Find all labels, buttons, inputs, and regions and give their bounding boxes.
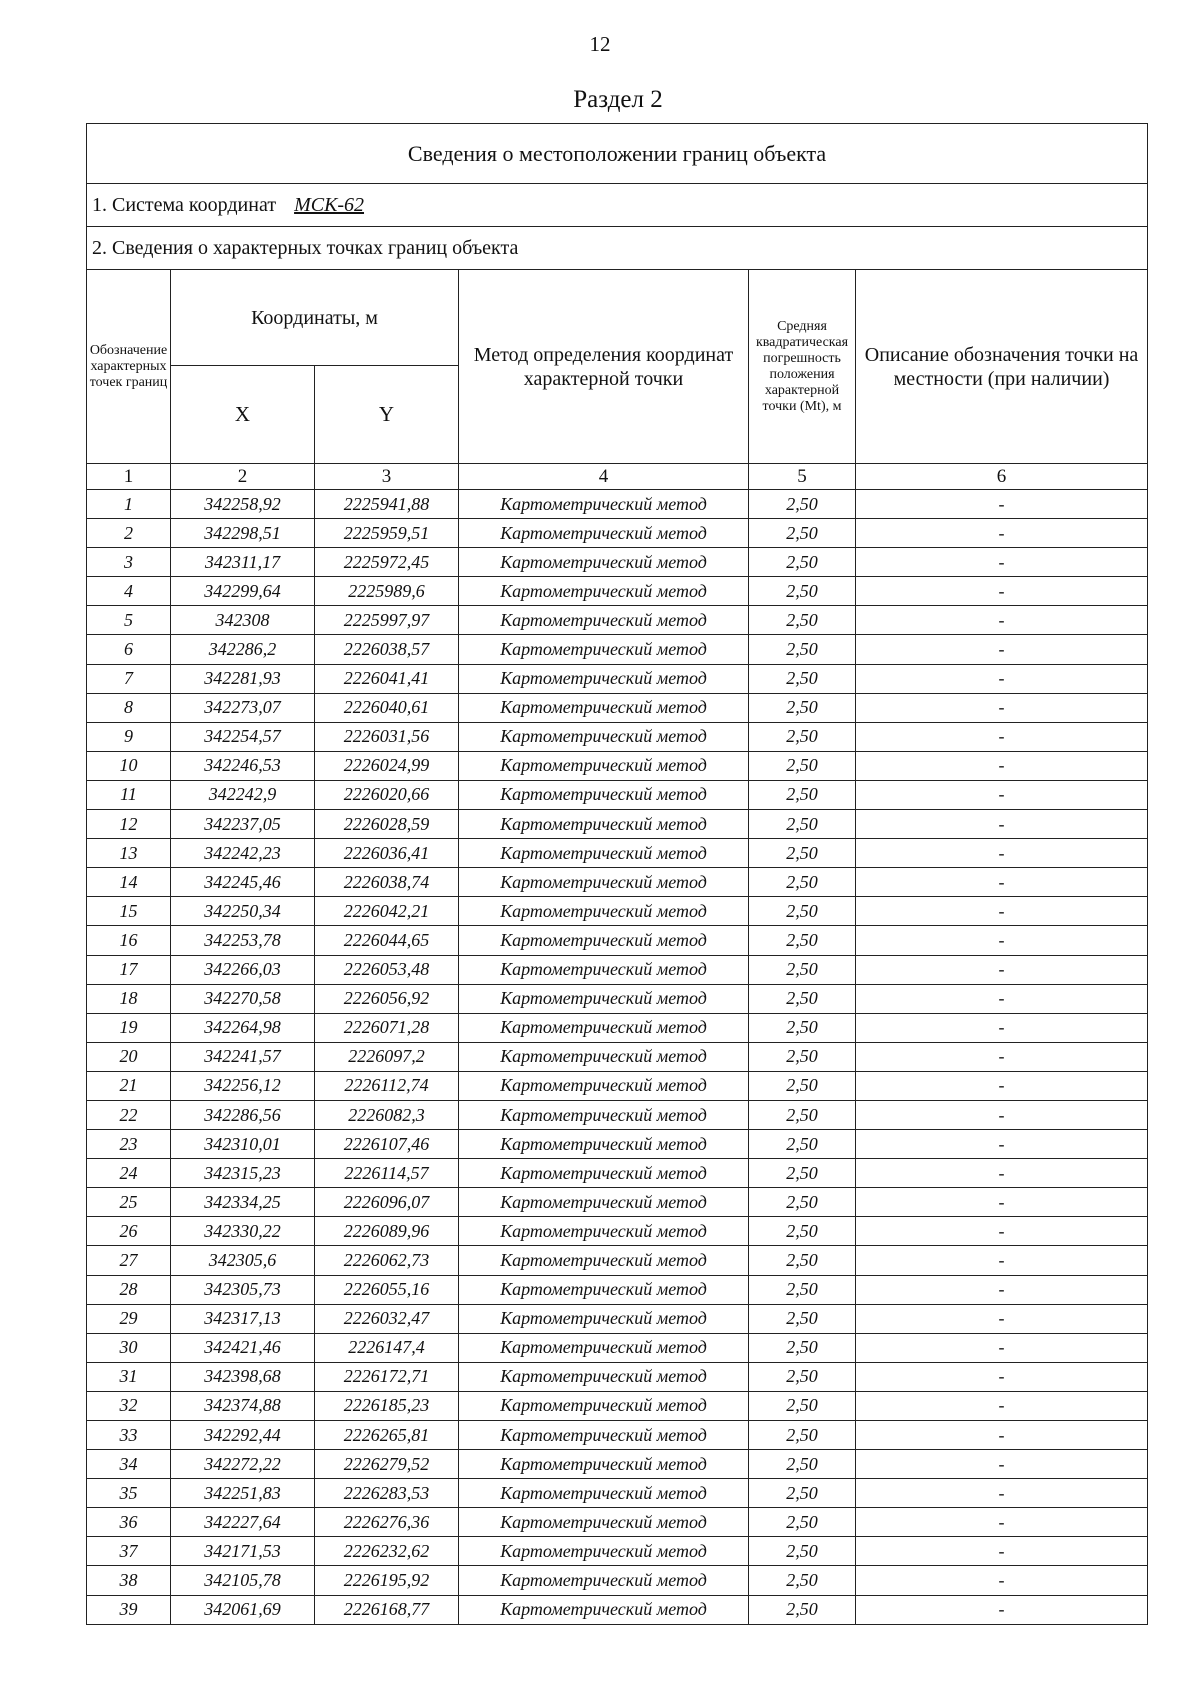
method-cell: Картометрический метод: [459, 490, 749, 519]
description-cell: -: [856, 1275, 1148, 1304]
error-cell: 2,50: [749, 1013, 856, 1042]
header-method: Метод определения координат характерной точки: [459, 270, 749, 464]
y-coordinate-cell: 2226053,48: [315, 955, 459, 984]
y-coordinate-cell: 2226082,3: [315, 1100, 459, 1129]
description-cell: -: [856, 519, 1148, 548]
description-cell: -: [856, 839, 1148, 868]
method-cell: Картометрический метод: [459, 519, 749, 548]
method-cell: Картометрический метод: [459, 1217, 749, 1246]
y-coordinate-cell: 2225972,45: [315, 548, 459, 577]
x-coordinate-cell: 342330,22: [171, 1217, 315, 1246]
x-coordinate-cell: 342305,6: [171, 1246, 315, 1275]
point-id-cell: 39: [87, 1595, 171, 1624]
y-coordinate-cell: 2226097,2: [315, 1042, 459, 1071]
error-cell: 2,50: [749, 1188, 856, 1217]
y-coordinate-cell: 2226042,21: [315, 897, 459, 926]
column-number: 3: [315, 464, 459, 490]
description-cell: -: [856, 1042, 1148, 1071]
description-cell: -: [856, 490, 1148, 519]
error-cell: 2,50: [749, 1421, 856, 1450]
description-cell: -: [856, 926, 1148, 955]
x-coordinate-cell: 342264,98: [171, 1013, 315, 1042]
y-coordinate-cell: 2226147,4: [315, 1333, 459, 1362]
table-row: [87, 1130, 1148, 1159]
method-cell: Картометрический метод: [459, 984, 749, 1013]
method-cell: Картометрический метод: [459, 868, 749, 897]
error-cell: 2,50: [749, 955, 856, 984]
x-coordinate-cell: 342421,46: [171, 1333, 315, 1362]
table-row: [87, 1188, 1148, 1217]
error-cell: 2,50: [749, 1595, 856, 1624]
table-row: [87, 1391, 1148, 1420]
error-cell: 2,50: [749, 548, 856, 577]
crs-value: МСК-62: [294, 193, 365, 216]
method-cell: Картометрический метод: [459, 1042, 749, 1071]
error-cell: 2,50: [749, 1391, 856, 1420]
table-row: [87, 693, 1148, 722]
point-id-cell: 2: [87, 519, 171, 548]
method-cell: Картометрический метод: [459, 1100, 749, 1129]
point-id-cell: 20: [87, 1042, 171, 1071]
description-cell: -: [856, 984, 1148, 1013]
y-coordinate-cell: 2226089,96: [315, 1217, 459, 1246]
error-cell: 2,50: [749, 984, 856, 1013]
error-cell: 2,50: [749, 519, 856, 548]
y-coordinate-cell: 2226195,92: [315, 1566, 459, 1595]
x-coordinate-cell: 342298,51: [171, 519, 315, 548]
point-id-cell: 15: [87, 897, 171, 926]
table-row: [87, 1013, 1148, 1042]
point-id-cell: 16: [87, 926, 171, 955]
x-coordinate-cell: 342315,23: [171, 1159, 315, 1188]
y-coordinate-cell: 2226172,71: [315, 1362, 459, 1391]
point-id-cell: 33: [87, 1421, 171, 1450]
table-row: [87, 1566, 1148, 1595]
method-cell: Картометрический метод: [459, 897, 749, 926]
y-coordinate-cell: 2225997,97: [315, 606, 459, 635]
x-coordinate-cell: 342299,64: [171, 577, 315, 606]
error-cell: 2,50: [749, 490, 856, 519]
table-row: [87, 1333, 1148, 1362]
error-cell: 2,50: [749, 722, 856, 751]
point-id-cell: 26: [87, 1217, 171, 1246]
description-cell: -: [856, 1450, 1148, 1479]
y-coordinate-cell: 2226112,74: [315, 1071, 459, 1100]
description-cell: -: [856, 1159, 1148, 1188]
x-coordinate-cell: 342281,93: [171, 664, 315, 693]
point-id-cell: 4: [87, 577, 171, 606]
y-coordinate-cell: 2226114,57: [315, 1159, 459, 1188]
column-number: 1: [87, 464, 171, 490]
x-coordinate-cell: 342317,13: [171, 1304, 315, 1333]
table-row: [87, 984, 1148, 1013]
x-coordinate-cell: 342273,07: [171, 693, 315, 722]
error-cell: 2,50: [749, 1071, 856, 1100]
method-cell: Картометрический метод: [459, 1595, 749, 1624]
point-id-cell: 28: [87, 1275, 171, 1304]
method-cell: Картометрический метод: [459, 635, 749, 664]
point-id-cell: 34: [87, 1450, 171, 1479]
y-coordinate-cell: 2226265,81: [315, 1421, 459, 1450]
point-id-cell: 35: [87, 1479, 171, 1508]
description-cell: -: [856, 1100, 1148, 1129]
error-cell: 2,50: [749, 1246, 856, 1275]
points-title: 2. Сведения о характерных точках границ объекта: [87, 227, 1148, 270]
y-coordinate-cell: 2226279,52: [315, 1450, 459, 1479]
table-row: [87, 1042, 1148, 1071]
table-row: [87, 955, 1148, 984]
y-coordinate-cell: 2226232,62: [315, 1537, 459, 1566]
error-cell: 2,50: [749, 1362, 856, 1391]
method-cell: Картометрический метод: [459, 810, 749, 839]
table-row: [87, 780, 1148, 809]
x-coordinate-cell: 342334,25: [171, 1188, 315, 1217]
description-cell: -: [856, 1217, 1148, 1246]
description-cell: -: [856, 1391, 1148, 1420]
error-cell: 2,50: [749, 1333, 856, 1362]
header-coordinates: Координаты, м: [171, 270, 459, 366]
y-coordinate-cell: 2226020,66: [315, 780, 459, 809]
y-coordinate-cell: 2226041,41: [315, 664, 459, 693]
x-coordinate-cell: 342241,57: [171, 1042, 315, 1071]
description-cell: -: [856, 1071, 1148, 1100]
y-coordinate-cell: 2226032,47: [315, 1304, 459, 1333]
table-row: [87, 1508, 1148, 1537]
error-cell: 2,50: [749, 751, 856, 780]
error-cell: 2,50: [749, 1159, 856, 1188]
description-cell: -: [856, 1479, 1148, 1508]
method-cell: Картометрический метод: [459, 1450, 749, 1479]
page-number: 12: [589, 32, 611, 56]
error-cell: 2,50: [749, 1100, 856, 1129]
description-cell: -: [856, 810, 1148, 839]
table-row: [87, 1275, 1148, 1304]
table-row: [87, 1217, 1148, 1246]
point-id-cell: 21: [87, 1071, 171, 1100]
table-row: [87, 664, 1148, 693]
x-coordinate-cell: 342250,34: [171, 897, 315, 926]
point-id-cell: 24: [87, 1159, 171, 1188]
point-id-cell: 38: [87, 1566, 171, 1595]
y-coordinate-cell: 2226168,77: [315, 1595, 459, 1624]
description-cell: -: [856, 635, 1148, 664]
description-cell: -: [856, 722, 1148, 751]
method-cell: Картометрический метод: [459, 1071, 749, 1100]
header-error: Средняя квадратическая погрешность положения характерной точки (Mt), м: [749, 270, 856, 464]
description-cell: -: [856, 664, 1148, 693]
table-row: [87, 548, 1148, 577]
description-cell: -: [856, 1362, 1148, 1391]
point-id-cell: 23: [87, 1130, 171, 1159]
table-row: [87, 1537, 1148, 1566]
point-id-cell: 3: [87, 548, 171, 577]
description-cell: -: [856, 751, 1148, 780]
point-id-cell: 11: [87, 780, 171, 809]
x-coordinate-cell: 342398,68: [171, 1362, 315, 1391]
header-description: Описание обозначения точки на местности (при наличии): [856, 270, 1148, 464]
y-coordinate-cell: 2226062,73: [315, 1246, 459, 1275]
description-cell: -: [856, 955, 1148, 984]
error-cell: 2,50: [749, 926, 856, 955]
method-cell: Картометрический метод: [459, 1421, 749, 1450]
description-cell: -: [856, 1013, 1148, 1042]
method-cell: Картометрический метод: [459, 1013, 749, 1042]
point-id-cell: 5: [87, 606, 171, 635]
point-id-cell: 17: [87, 955, 171, 984]
table-row: [87, 519, 1148, 548]
table-row: [87, 1421, 1148, 1450]
table-title: Сведения о местоположении границ объекта: [87, 124, 1148, 184]
header-x: X: [171, 366, 315, 464]
table-row: [87, 926, 1148, 955]
description-cell: -: [856, 606, 1148, 635]
method-cell: Картометрический метод: [459, 1537, 749, 1566]
point-id-cell: 32: [87, 1391, 171, 1420]
point-id-cell: 31: [87, 1362, 171, 1391]
x-coordinate-cell: 342227,64: [171, 1508, 315, 1537]
y-coordinate-cell: 2225989,6: [315, 577, 459, 606]
method-cell: Картометрический метод: [459, 1566, 749, 1595]
description-cell: -: [856, 1421, 1148, 1450]
method-cell: Картометрический метод: [459, 577, 749, 606]
y-coordinate-cell: 2226036,41: [315, 839, 459, 868]
point-id-cell: 13: [87, 839, 171, 868]
description-cell: -: [856, 577, 1148, 606]
y-coordinate-cell: 2226071,28: [315, 1013, 459, 1042]
x-coordinate-cell: 342292,44: [171, 1421, 315, 1450]
header-y: Y: [315, 366, 459, 464]
method-cell: Картометрический метод: [459, 1130, 749, 1159]
x-coordinate-cell: 342242,23: [171, 839, 315, 868]
error-cell: 2,50: [749, 868, 856, 897]
method-cell: Картометрический метод: [459, 780, 749, 809]
description-cell: -: [856, 868, 1148, 897]
table-row: [87, 606, 1148, 635]
x-coordinate-cell: 342256,12: [171, 1071, 315, 1100]
y-coordinate-cell: 2226276,36: [315, 1508, 459, 1537]
method-cell: Картометрический метод: [459, 664, 749, 693]
x-coordinate-cell: 342374,88: [171, 1391, 315, 1420]
point-id-cell: 6: [87, 635, 171, 664]
method-cell: Картометрический метод: [459, 1246, 749, 1275]
method-cell: Картометрический метод: [459, 1275, 749, 1304]
table-row: [87, 751, 1148, 780]
column-number: 5: [749, 464, 856, 490]
method-cell: Картометрический метод: [459, 722, 749, 751]
point-id-cell: 8: [87, 693, 171, 722]
table-row: [87, 490, 1148, 519]
point-id-cell: 22: [87, 1100, 171, 1129]
x-coordinate-cell: 342253,78: [171, 926, 315, 955]
column-number: 4: [459, 464, 749, 490]
x-coordinate-cell: 342272,22: [171, 1450, 315, 1479]
y-coordinate-cell: 2226028,59: [315, 810, 459, 839]
error-cell: 2,50: [749, 897, 856, 926]
x-coordinate-cell: 342246,53: [171, 751, 315, 780]
description-cell: -: [856, 1333, 1148, 1362]
error-cell: 2,50: [749, 1537, 856, 1566]
x-coordinate-cell: 342266,03: [171, 955, 315, 984]
error-cell: 2,50: [749, 1450, 856, 1479]
method-cell: Картометрический метод: [459, 926, 749, 955]
error-cell: 2,50: [749, 839, 856, 868]
method-cell: Картометрический метод: [459, 839, 749, 868]
description-cell: -: [856, 548, 1148, 577]
description-cell: -: [856, 1130, 1148, 1159]
description-cell: -: [856, 1537, 1148, 1566]
x-coordinate-cell: 342258,92: [171, 490, 315, 519]
y-coordinate-cell: 2226096,07: [315, 1188, 459, 1217]
y-coordinate-cell: 2225959,51: [315, 519, 459, 548]
y-coordinate-cell: 2226283,53: [315, 1479, 459, 1508]
point-id-cell: 19: [87, 1013, 171, 1042]
method-cell: Картометрический метод: [459, 1391, 749, 1420]
error-cell: 2,50: [749, 693, 856, 722]
point-id-cell: 37: [87, 1537, 171, 1566]
table-row: [87, 1304, 1148, 1333]
error-cell: 2,50: [749, 780, 856, 809]
point-id-cell: 27: [87, 1246, 171, 1275]
point-id-cell: 1: [87, 490, 171, 519]
description-cell: -: [856, 1246, 1148, 1275]
table-row: [87, 897, 1148, 926]
error-cell: 2,50: [749, 664, 856, 693]
table-row: [87, 1100, 1148, 1129]
y-coordinate-cell: 2226031,56: [315, 722, 459, 751]
table-row: [87, 1071, 1148, 1100]
table-row: [87, 1362, 1148, 1391]
point-id-cell: 14: [87, 868, 171, 897]
method-cell: Картометрический метод: [459, 1188, 749, 1217]
y-coordinate-cell: 2226038,74: [315, 868, 459, 897]
table-row: [87, 1479, 1148, 1508]
y-coordinate-cell: 2226185,23: [315, 1391, 459, 1420]
x-coordinate-cell: 342245,46: [171, 868, 315, 897]
x-coordinate-cell: 342308: [171, 606, 315, 635]
error-cell: 2,50: [749, 606, 856, 635]
x-coordinate-cell: 342105,78: [171, 1566, 315, 1595]
point-id-cell: 18: [87, 984, 171, 1013]
y-coordinate-cell: 2226107,46: [315, 1130, 459, 1159]
error-cell: 2,50: [749, 1566, 856, 1595]
boundary-points-table: [86, 123, 1148, 1625]
x-coordinate-cell: 342270,58: [171, 984, 315, 1013]
method-cell: Картометрический метод: [459, 1159, 749, 1188]
x-coordinate-cell: 342254,57: [171, 722, 315, 751]
description-cell: -: [856, 897, 1148, 926]
table-row: [87, 1450, 1148, 1479]
method-cell: Картометрический метод: [459, 751, 749, 780]
description-cell: -: [856, 693, 1148, 722]
error-cell: 2,50: [749, 635, 856, 664]
y-coordinate-cell: 2226024,99: [315, 751, 459, 780]
point-id-cell: 12: [87, 810, 171, 839]
point-id-cell: 29: [87, 1304, 171, 1333]
crs-label: 1. Система координат: [92, 193, 277, 216]
error-cell: 2,50: [749, 1042, 856, 1071]
point-id-cell: 30: [87, 1333, 171, 1362]
point-id-cell: 36: [87, 1508, 171, 1537]
error-cell: 2,50: [749, 1479, 856, 1508]
header-point-id: Обозначение характерных точек границ: [87, 270, 171, 464]
error-cell: 2,50: [749, 1275, 856, 1304]
description-cell: -: [856, 1595, 1148, 1624]
column-numbers-row: [87, 464, 1148, 490]
y-coordinate-cell: 2226044,65: [315, 926, 459, 955]
y-coordinate-cell: 2226038,57: [315, 635, 459, 664]
method-cell: Картометрический метод: [459, 955, 749, 984]
table-row: [87, 868, 1148, 897]
crs-row: [87, 184, 1148, 227]
y-coordinate-cell: 2226056,92: [315, 984, 459, 1013]
point-id-cell: 25: [87, 1188, 171, 1217]
x-coordinate-cell: 342237,05: [171, 810, 315, 839]
y-coordinate-cell: 2225941,88: [315, 490, 459, 519]
error-cell: 2,50: [749, 1508, 856, 1537]
x-coordinate-cell: 342286,2: [171, 635, 315, 664]
x-coordinate-cell: 342061,69: [171, 1595, 315, 1624]
x-coordinate-cell: 342286,56: [171, 1100, 315, 1129]
error-cell: 2,50: [749, 1130, 856, 1159]
x-coordinate-cell: 342311,17: [171, 548, 315, 577]
x-coordinate-cell: 342251,83: [171, 1479, 315, 1508]
x-coordinate-cell: 342242,9: [171, 780, 315, 809]
description-cell: -: [856, 780, 1148, 809]
x-coordinate-cell: 342310,01: [171, 1130, 315, 1159]
table-row: [87, 635, 1148, 664]
point-id-cell: 9: [87, 722, 171, 751]
error-cell: 2,50: [749, 1217, 856, 1246]
point-id-cell: 10: [87, 751, 171, 780]
table-row: [87, 839, 1148, 868]
table-row: [87, 1595, 1148, 1624]
x-coordinate-cell: 342171,53: [171, 1537, 315, 1566]
error-cell: 2,50: [749, 1304, 856, 1333]
method-cell: Картометрический метод: [459, 606, 749, 635]
method-cell: Картометрический метод: [459, 1333, 749, 1362]
error-cell: 2,50: [749, 577, 856, 606]
table-row: [87, 1159, 1148, 1188]
method-cell: Картометрический метод: [459, 548, 749, 577]
description-cell: -: [856, 1508, 1148, 1537]
table-row: [87, 810, 1148, 839]
y-coordinate-cell: 2226040,61: [315, 693, 459, 722]
table-row: [87, 577, 1148, 606]
table-row: [87, 1246, 1148, 1275]
table-row: [87, 722, 1148, 751]
description-cell: -: [856, 1188, 1148, 1217]
description-cell: -: [856, 1566, 1148, 1595]
section-title: Раздел 2: [573, 86, 663, 113]
description-cell: -: [856, 1304, 1148, 1333]
column-number: 6: [856, 464, 1148, 490]
method-cell: Картометрический метод: [459, 693, 749, 722]
error-cell: 2,50: [749, 810, 856, 839]
x-coordinate-cell: 342305,73: [171, 1275, 315, 1304]
column-number: 2: [171, 464, 315, 490]
method-cell: Картометрический метод: [459, 1508, 749, 1537]
method-cell: Картометрический метод: [459, 1479, 749, 1508]
point-id-cell: 7: [87, 664, 171, 693]
method-cell: Картометрический метод: [459, 1304, 749, 1333]
y-coordinate-cell: 2226055,16: [315, 1275, 459, 1304]
method-cell: Картометрический метод: [459, 1362, 749, 1391]
